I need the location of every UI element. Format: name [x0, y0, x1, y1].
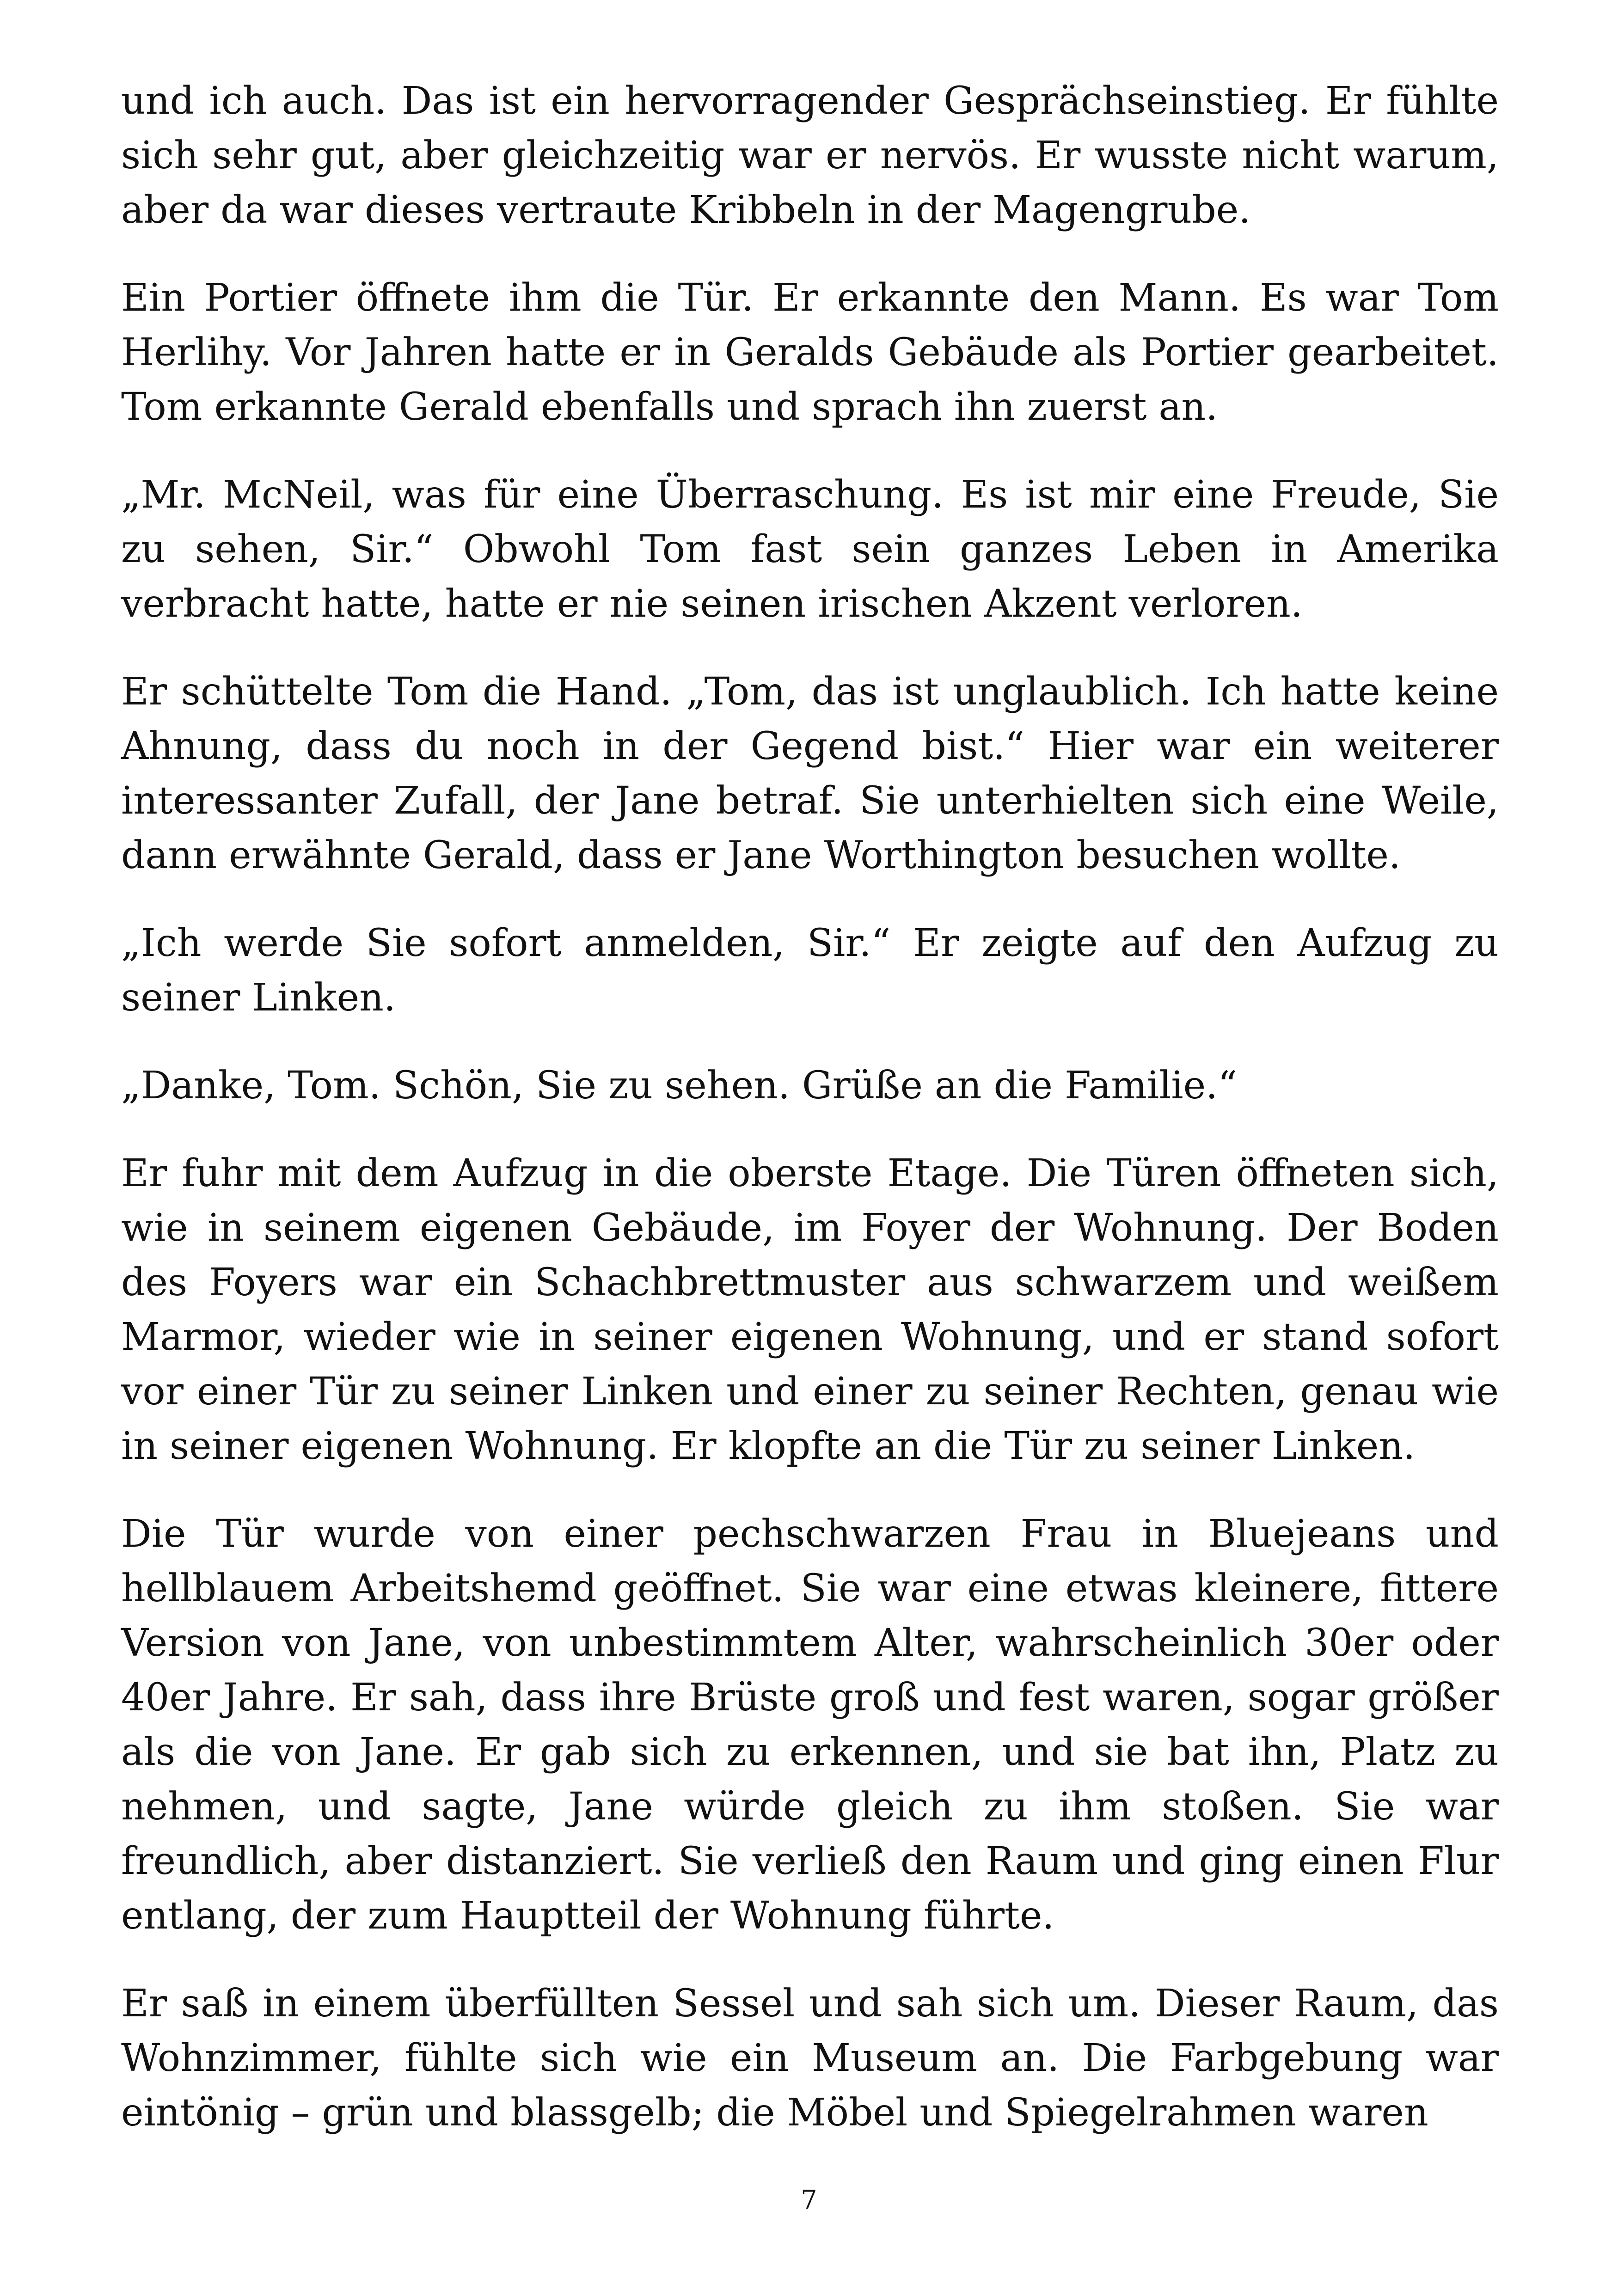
paragraph-1: und ich auch. Das ist ein hervorragender Gesprächseinstieg. Er fühlte sich sehr gut, aber gleichzeitig war er nervös. Er wusste nicht warum, aber da war dieses vertraute Kribbeln in der Magengrube.: [121, 79, 1499, 232]
paragraph-5: „Ich werde Sie sofort anmelden, Sir.“ Er zeigte auf den Aufzug zu seiner Linken.: [121, 921, 1499, 1020]
paragraph-6: „Danke, Tom. Schön, Sie zu sehen. Grüße an die Familie.“: [121, 1064, 1238, 1108]
paragraph-2: Ein Portier öffnete ihm die Tür. Er erkannte den Mann. Es war Tom Herlihy. Vor Jahren hatte er in Geralds Gebäude als Portier gearbeitet. Tom erkannte Gerald ebenfalls und sprach ihn zuerst an.: [121, 276, 1499, 429]
paragraph-8: Die Tür wurde von einer pechschwarzen Frau in Bluejeans und hellblauem Arbeitshemd geöffnet. Sie war eine etwas kleinere, fittere Version von Jane, von unbestimmtem Alter, wahrscheinlich 30er oder 40er Jahre. Er sah, dass ihre Brüste groß und fest waren, sogar größer als die von Jane. Er gab sich zu erkennen, und sie bat ihn, Platz zu nehmen, und sagte, Jane würde gleich zu ihm stoßen. Sie war freundlich, aber distanziert. Sie verließ den Raum und ging einen Flur entlang, der zum Hauptteil der Wohnung führte.: [121, 1512, 1499, 1938]
paragraph-7: Er fuhr mit dem Aufzug in die oberste Etage. Die Türen öffneten sich, wie in seinem eigenen Gebäude, im Foyer der Wohnung. Der Boden des Foyers war ein Schachbrettmuster aus schwarzem und weißem Marmor, wieder wie in seiner eigenen Wohnung, und er stand sofort vor einer Tür zu seiner Linken und einer zu seiner Rechten, genau wie in seiner eigenen Wohnung. Er klopfte an die Tür zu seiner Linken.: [121, 1151, 1499, 1468]
page-body: [121, 74, 1499, 2154]
page-number: 7: [801, 2185, 817, 2215]
paragraph-3: „Mr. McNeil, was für eine Überraschung. Es ist mir eine Freude, Sie zu sehen, Sir.“ Obwohl Tom fast sein ganzes Leben in Amerika verbracht hatte, hatte er nie seinen irischen Akzent verloren.: [121, 473, 1499, 626]
paragraph-9: Er saß in einem überfüllten Sessel und sah sich um. Dieser Raum, das Wohnzimmer, fühlte sich wie ein Museum an. Die Farbgebung war eintönig – grün und blassgelb; die Möbel und Spiegelrahmen waren: [121, 1982, 1499, 2135]
paragraph-4: Er schüttelte Tom die Hand. „Tom, das ist unglaublich. Ich hatte keine Ahnung, dass du noch in der Gegend bist.“ Hier war ein weiterer interessanter Zufall, der Jane betraf. Sie unterhielten sich eine Weile, dann erwähnte Gerald, dass er Jane Worthington besuchen wollte.: [121, 670, 1499, 877]
